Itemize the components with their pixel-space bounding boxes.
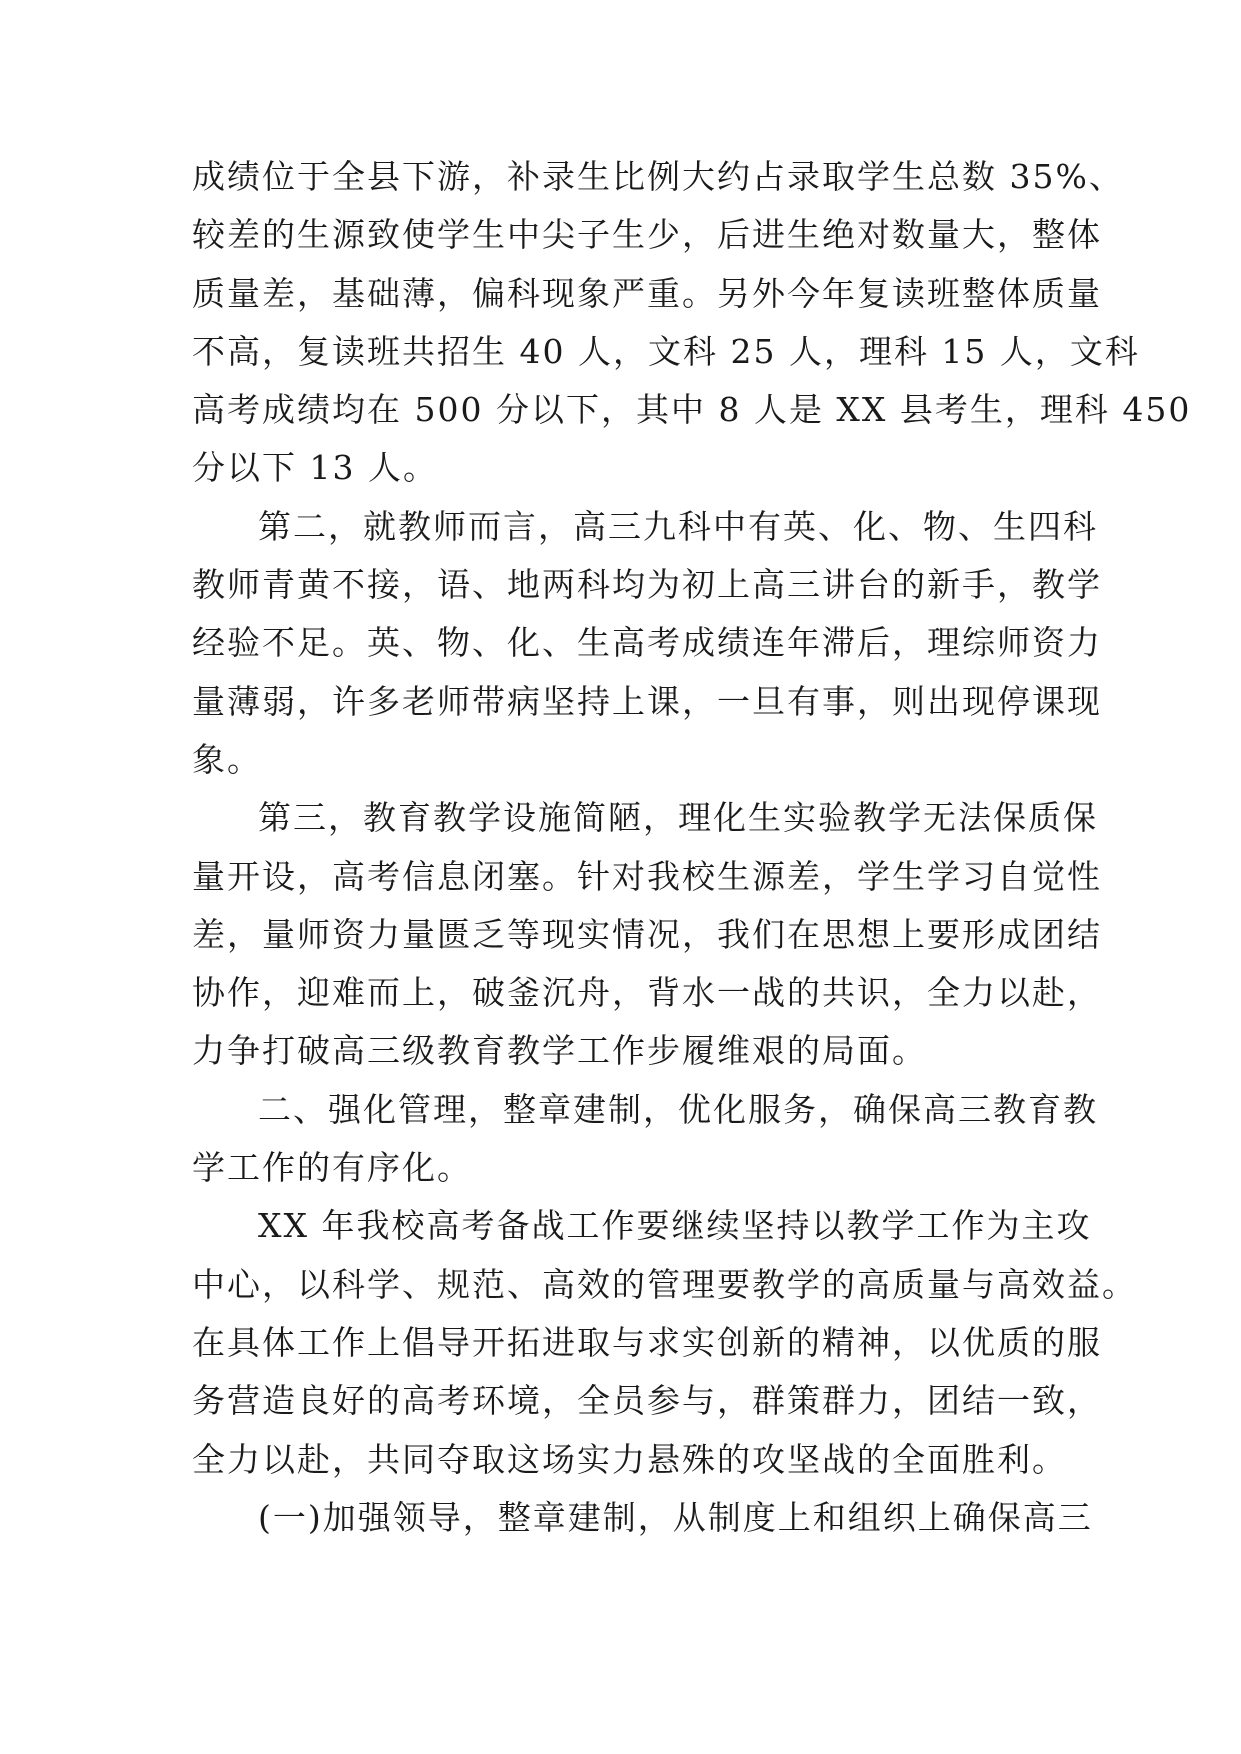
text-line: 教师青黄不接，语、地两科均为初上高三讲台的新手，教学 [192,565,1102,605]
text-line: 分以下 13 人。 [192,448,438,488]
text-line: 量薄弱，许多老师带病坚持上课，一旦有事，则出现停课现 [192,681,1102,721]
text-line: 全力以赴，共同夺取这场实力悬殊的攻坚战的全面胜利。 [192,1439,1067,1479]
text-line: 二、强化管理，整章建制，优化服务，确保高三教育教 [258,1089,1098,1129]
text-line: (一)加强领导，整章建制，从制度上和组织上确保高三 [258,1497,1093,1537]
text-line: 第三，教育教学设施简陋，理化生实验教学无法保质保 [258,798,1098,838]
text-line: 象。 [192,739,262,779]
text-line: 质量差，基础薄，偏科现象严重。另外今年复读班整体质量 [192,273,1102,313]
text-line: XX 年我校高考备战工作要继续坚持以教学工作为主攻 [258,1206,1092,1246]
text-line: 不高，复读班共招生 40 人，文科 25 人，理科 15 人，文科 [192,331,1140,371]
text-line: 高考成绩均在 500 分以下，其中 8 人是 XX 县考生，理科 450 [192,390,1192,430]
text-line: 力争打破高三级教育教学工作步履维艰的局面。 [192,1031,927,1071]
text-line: 在具体工作上倡导开拓进取与求实创新的精神，以优质的服 [192,1322,1102,1362]
text-line: 协作，迎难而上，破釜沉舟，背水一战的共识，全力以赴， [192,973,1102,1013]
text-line: 经验不足。英、物、化、生高考成绩连年滞后，理综师资力 [192,623,1102,663]
text-line: 第二，就教师而言，高三九科中有英、化、物、生四科 [258,506,1098,546]
text-line: 中心，以科学、规范、高效的管理要教学的高质量与高效益。 [192,1264,1137,1304]
text-line: 量开设，高考信息闭塞。针对我校生源差，学生学习自觉性 [192,856,1102,896]
text-line: 差，量师资力量匮乏等现实情况，我们在思想上要形成团结 [192,914,1102,954]
text-line: 务营造良好的高考环境，全员参与，群策群力，团结一致， [192,1381,1102,1421]
body-text [192,148,1192,1547]
text-line: 学工作的有序化。 [192,1148,472,1188]
text-line: 成绩位于全县下游，补录生比例大约占录取学生总数 35%、 [192,157,1124,196]
text-line: 较差的生源致使学生中尖子生少，后进生绝对数量大，整体 [192,215,1102,255]
